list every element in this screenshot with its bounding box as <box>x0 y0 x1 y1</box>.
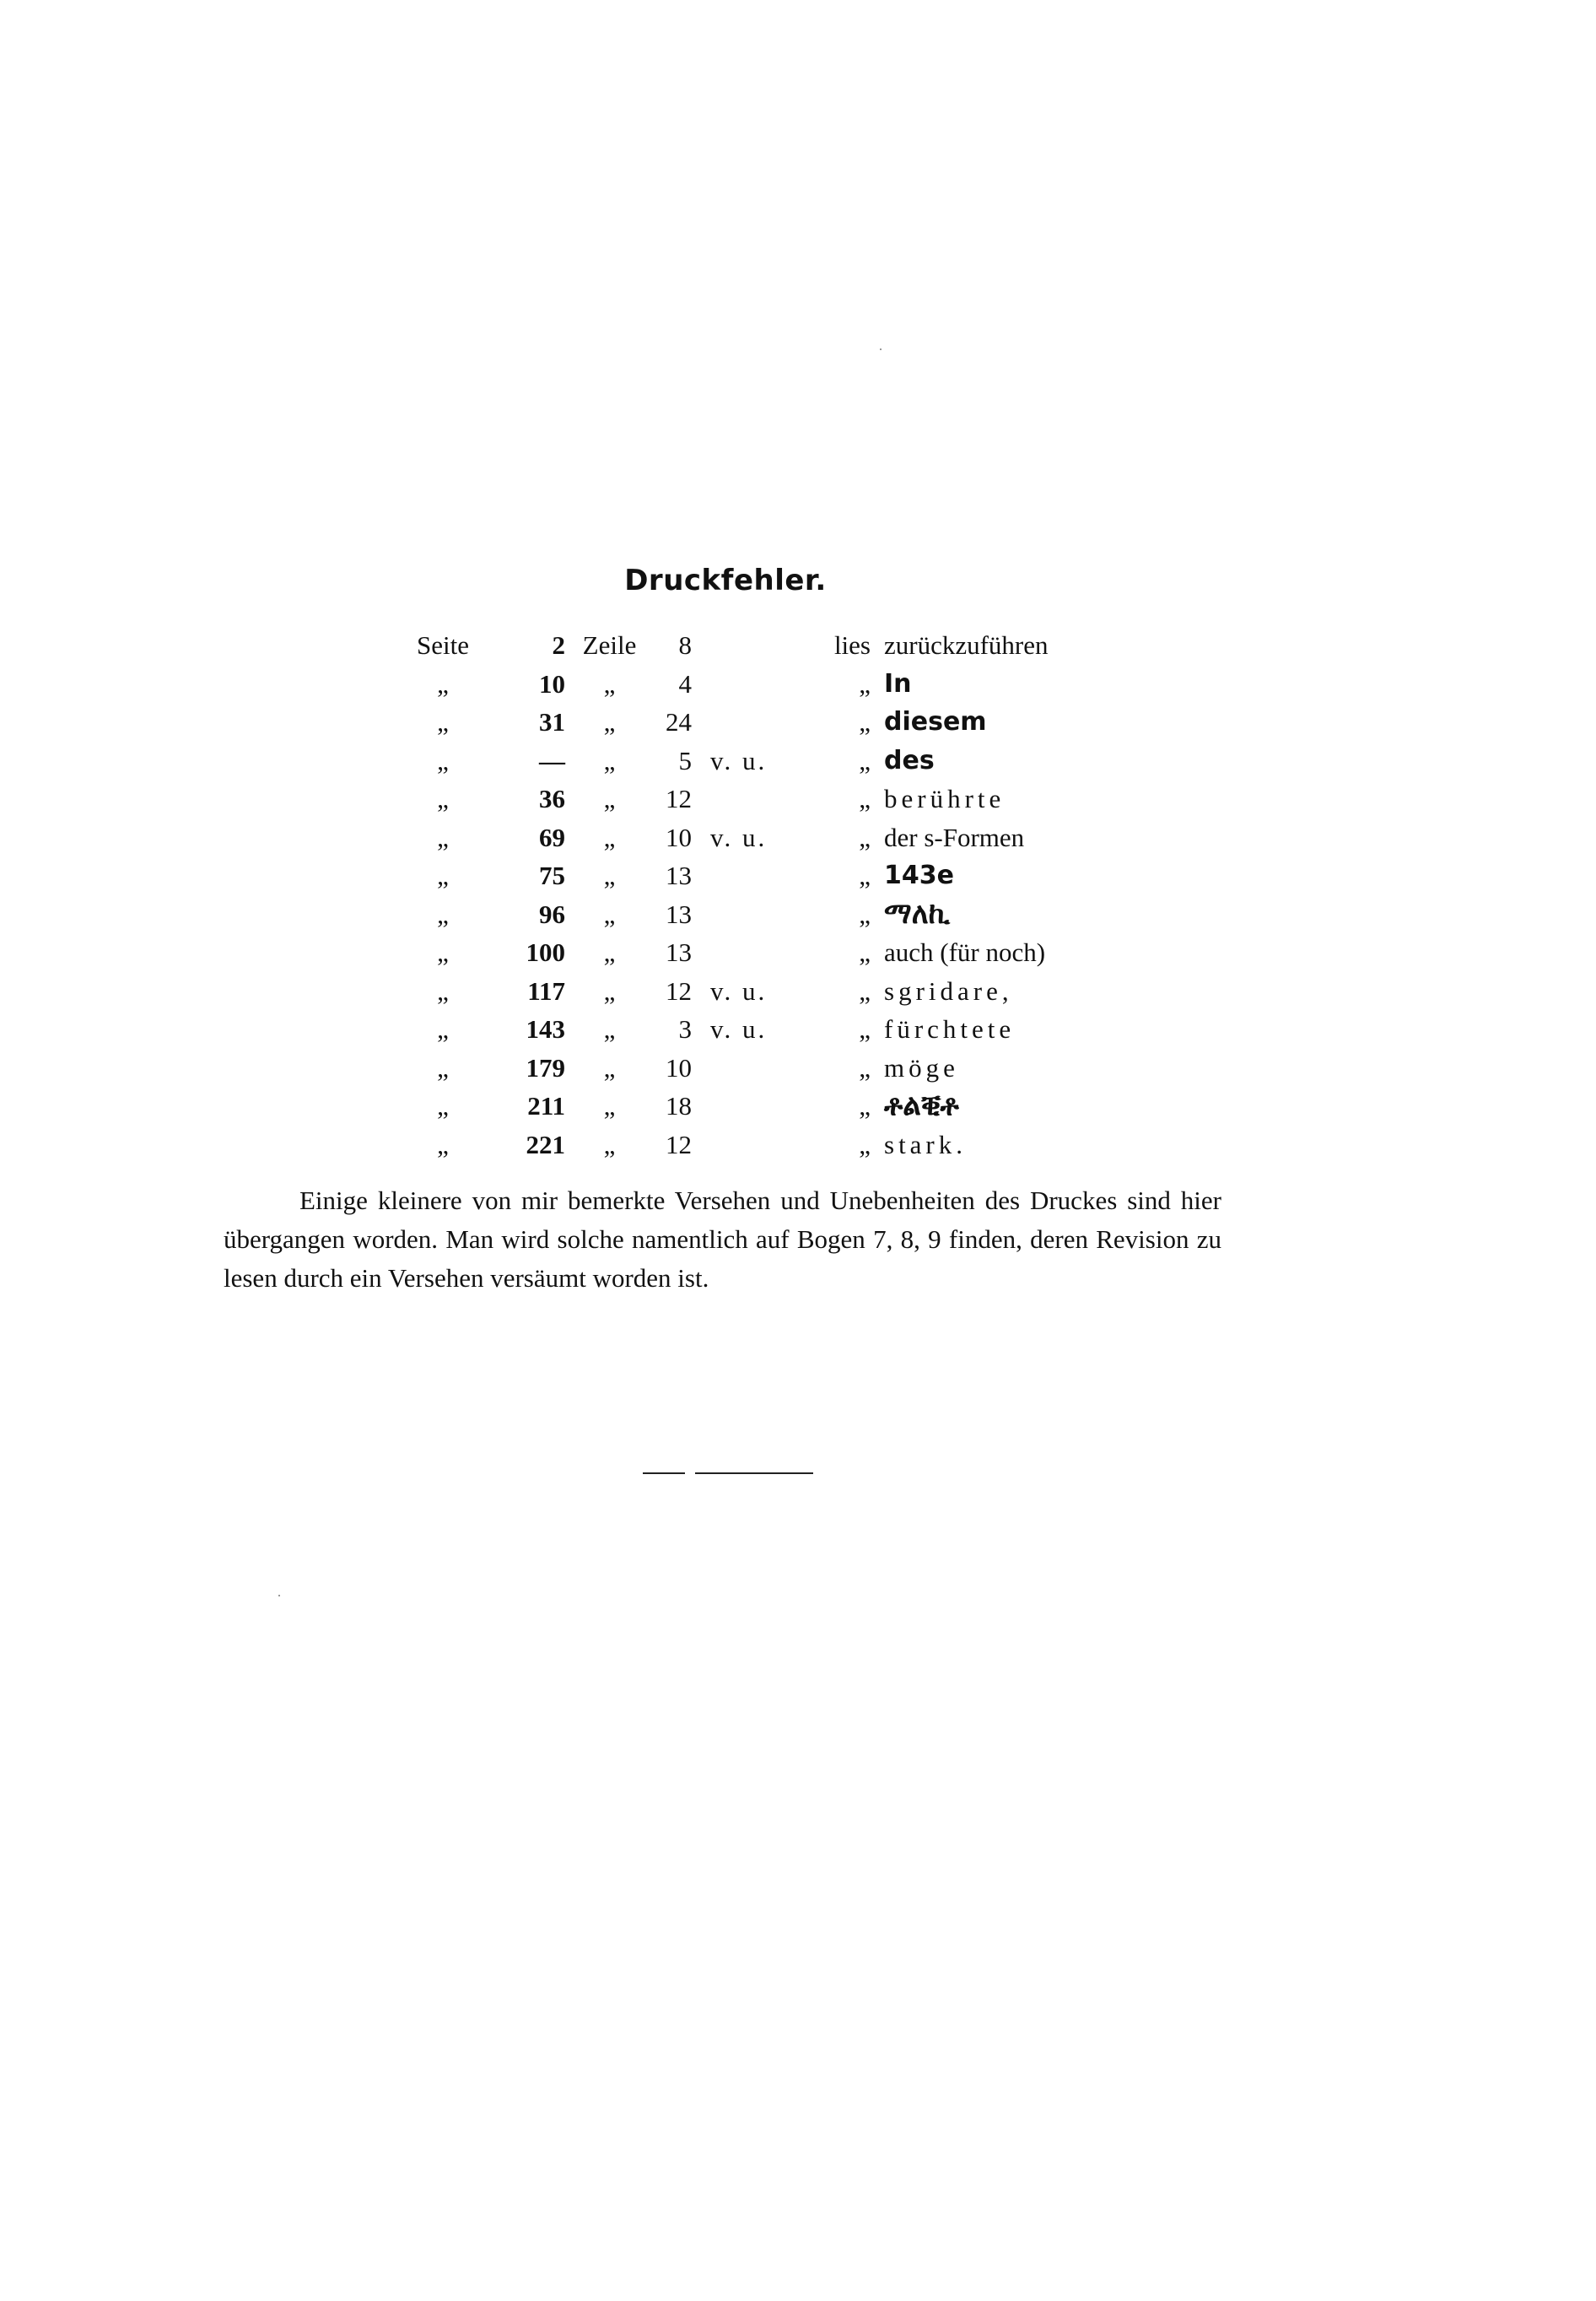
errata-line: 5 <box>678 745 692 775</box>
errata-line: 13 <box>666 861 692 890</box>
errata-line: 18 <box>666 1091 692 1121</box>
errata-von-unten <box>692 626 811 665</box>
errata-seite: „ <box>437 745 449 775</box>
errata-zeile: „ <box>603 1014 616 1044</box>
errata-von-unten: v. u. <box>710 1014 768 1044</box>
errata-row <box>401 856 1154 895</box>
errata-zeile: „ <box>603 1052 616 1083</box>
errata-seite: „ <box>437 822 449 852</box>
errata-seite: „ <box>437 1052 449 1083</box>
errata-zeile: „ <box>603 975 616 1006</box>
scan-speck <box>880 348 882 350</box>
errata-page: 75 <box>539 861 565 890</box>
errata-row <box>401 1087 1154 1126</box>
errata-seite: „ <box>437 668 449 699</box>
errata-row <box>401 933 1154 972</box>
errata-lies: „ <box>859 861 871 890</box>
errata-zeile: „ <box>603 1091 616 1121</box>
errata-page: 221 <box>526 1129 565 1159</box>
errata-von-unten: v. u. <box>710 745 768 775</box>
errata-lies: „ <box>859 707 871 737</box>
errata-line: 13 <box>666 899 692 929</box>
errata-page: 100 <box>526 937 565 967</box>
errata-line: 10 <box>666 1052 692 1083</box>
errata-page: 31 <box>539 707 565 737</box>
errata-lies: „ <box>859 668 871 699</box>
errata-line: 24 <box>666 707 692 737</box>
errata-zeile: „ <box>603 745 616 775</box>
errata-correction: diesem <box>884 707 987 737</box>
errata-von-unten <box>692 895 811 934</box>
errata-von-unten <box>692 933 811 972</box>
errata-zeile: „ <box>603 822 616 852</box>
errata-lies: lies <box>833 630 871 660</box>
errata-page: 10 <box>539 668 565 699</box>
errata-zeile: „ <box>603 707 616 737</box>
errata-seite: Seite <box>417 630 469 660</box>
errata-zeile: „ <box>603 899 616 929</box>
errata-line: 10 <box>666 822 692 852</box>
errata-correction: fürchtete <box>884 1014 1016 1044</box>
errata-correction: berührte <box>884 784 1006 813</box>
errata-line: 4 <box>678 668 692 699</box>
errata-seite: „ <box>437 784 449 813</box>
errata-seite: „ <box>437 937 449 967</box>
errata-row <box>401 818 1154 857</box>
errata-page: 69 <box>539 822 565 852</box>
errata-lies: „ <box>859 899 871 929</box>
errata-von-unten <box>692 703 811 742</box>
errata-correction: ቶልቒቶ <box>884 1088 959 1122</box>
errata-zeile: „ <box>603 784 616 813</box>
errata-row <box>401 1049 1154 1088</box>
errata-page: 36 <box>539 784 565 813</box>
errata-line: 12 <box>666 784 692 813</box>
errata-note: Einige kleinere von mir bemerkte Versehen und Unebenheiten des Druckes sind hier übergangen worden. Man wird solche namentlich auf Bogen 7, 8, 9 finden, deren Revision zu lesen durch ein Versehen versäumt worden ist. <box>224 1186 1221 1293</box>
errata-page: 2 <box>552 630 565 660</box>
errata-page: 211 <box>527 1091 565 1121</box>
errata-lies: „ <box>859 1129 871 1159</box>
errata-lies: „ <box>859 745 871 775</box>
errata-von-unten <box>692 780 811 818</box>
errata-lies: „ <box>859 784 871 813</box>
errata-lies: „ <box>859 975 871 1006</box>
errata-correction: zurückzuführen <box>884 630 1049 660</box>
closing-rule <box>643 1472 813 1474</box>
errata-line: 3 <box>678 1014 692 1044</box>
errata-seite: „ <box>437 861 449 890</box>
errata-correction: auch (für noch) <box>884 937 1046 967</box>
errata-row <box>401 972 1154 1011</box>
errata-correction: sgridare, <box>884 975 1013 1006</box>
page-title: Druckfehler. <box>624 564 827 597</box>
closing-rule-gap <box>685 1471 695 1476</box>
scan-speck <box>278 1595 280 1596</box>
errata-page: 143 <box>526 1014 565 1044</box>
errata-von-unten: v. u. <box>710 822 768 852</box>
errata-zeile: Zeile <box>582 630 637 660</box>
errata-lies: „ <box>859 1014 871 1044</box>
errata-von-unten: v. u. <box>710 975 768 1006</box>
errata-row <box>401 665 1154 704</box>
errata-seite: „ <box>437 899 449 929</box>
errata-row <box>401 742 1154 781</box>
errata-seite: „ <box>437 1091 449 1121</box>
errata-correction: möge <box>884 1052 959 1083</box>
errata-correction: stark. <box>884 1129 968 1159</box>
errata-page: 117 <box>527 975 565 1006</box>
errata-seite: „ <box>437 707 449 737</box>
errata-von-unten <box>692 665 811 704</box>
errata-body <box>401 626 1154 1164</box>
errata-lies: „ <box>859 1091 871 1121</box>
errata-seite: „ <box>437 1014 449 1044</box>
errata-line: 12 <box>666 1129 692 1159</box>
errata-seite: „ <box>437 975 449 1006</box>
errata-line: 12 <box>666 975 692 1006</box>
errata-correction: der s-Formen <box>884 822 1025 852</box>
errata-von-unten <box>692 1049 811 1088</box>
errata-page: — <box>539 745 565 775</box>
errata-correction: 143e <box>884 861 954 890</box>
errata-table <box>401 626 1154 1164</box>
errata-zeile: „ <box>603 861 616 890</box>
errata-row <box>401 1126 1154 1164</box>
errata-seite: „ <box>437 1129 449 1159</box>
errata-von-unten <box>692 1126 811 1164</box>
errata-von-unten <box>692 856 811 895</box>
errata-zeile: „ <box>603 1129 616 1159</box>
errata-correction: des <box>884 745 935 775</box>
errata-line: 8 <box>678 630 692 660</box>
errata-row <box>401 780 1154 818</box>
errata-row <box>401 703 1154 742</box>
errata-line: 13 <box>666 937 692 967</box>
errata-correction: ማለኪ <box>884 896 951 931</box>
errata-zeile: „ <box>603 937 616 967</box>
errata-lies: „ <box>859 1052 871 1083</box>
errata-page: 96 <box>539 899 565 929</box>
errata-zeile: „ <box>603 668 616 699</box>
errata-row <box>401 1010 1154 1049</box>
errata-row <box>401 895 1154 934</box>
errata-page: 179 <box>526 1052 565 1083</box>
errata-von-unten <box>692 1087 811 1126</box>
errata-row <box>401 626 1154 665</box>
errata-lies: „ <box>859 822 871 852</box>
errata-correction: In <box>884 668 912 699</box>
errata-lies: „ <box>859 937 871 967</box>
